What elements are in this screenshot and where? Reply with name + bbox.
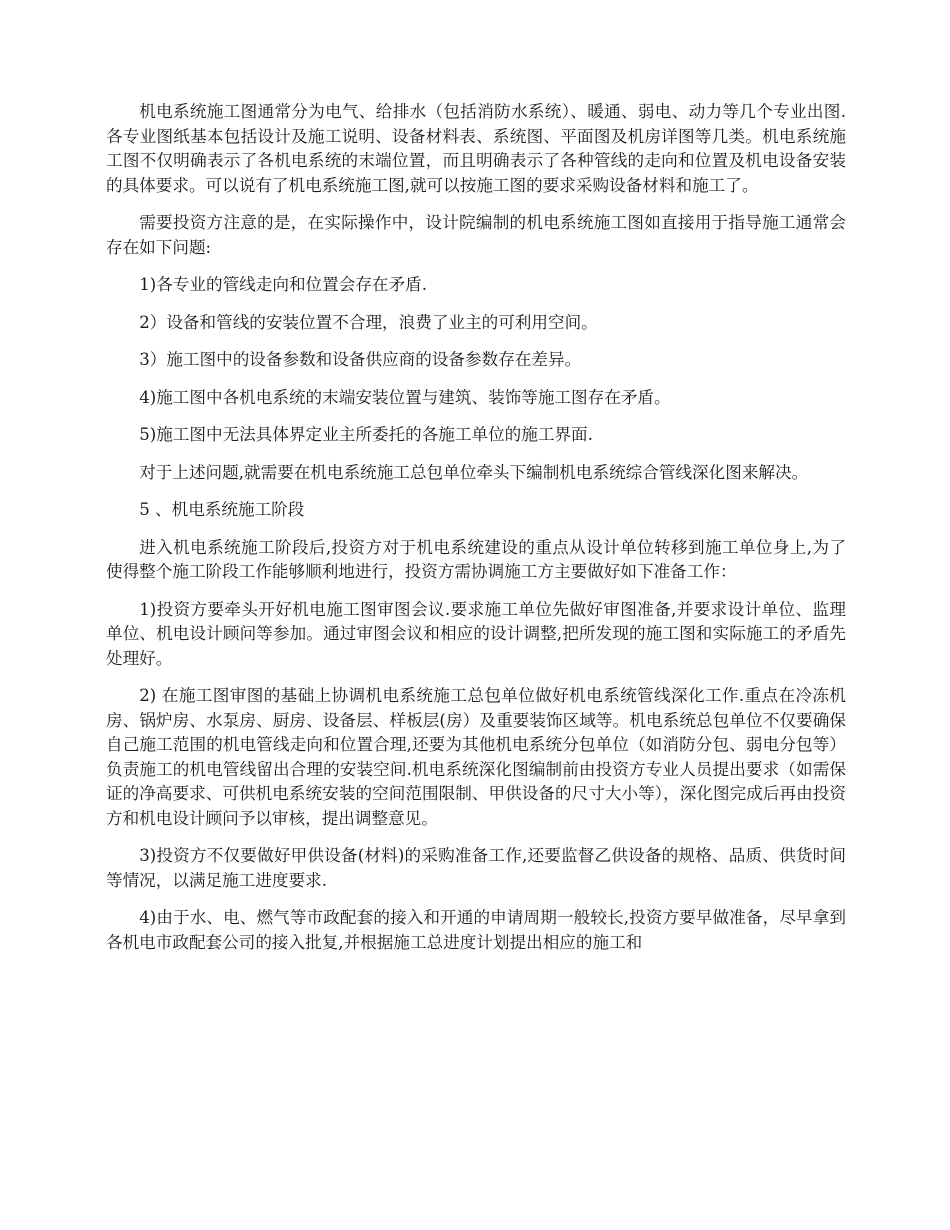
list-item-issue-1: 1)各专业的管线走向和位置会存在矛盾. (139, 275, 427, 294)
list-item-task-1: 1)投资方要牵头开好机电施工图审图会议.要求施工单位先做好审图准备,并要求设计单位、监理单位、机电设计顾问等参加。通过审图会议和相应的设计调整,把所发现的施工图和实际施工的矛盾先处理好。 (106, 599, 846, 668)
section-heading: 5 、机电系统施工阶段 (139, 500, 305, 519)
paragraph-solution: 对于上述问题,就需要在机电系统施工总包单位牵头下编制机电系统综合管线深化图来解决。 (139, 462, 809, 482)
list-item-issue-3: 3）施工图中的设备参数和设备供应商的设备参数存在差异。 (139, 350, 582, 369)
list-item-task-2: 2) 在施工图审图的基础上协调机电系统施工总包单位做好机电系统管线深化工作.重点在冷冻机房、锅炉房、水泵房、厨房、设备层、样板层(房）及重要装饰区域等。机电系统总包单位不仅要确保自己施工范围的机电管线走向和位置合理,还要为其他机电系统分包单位（如消防分包、弱电分包等）负责施工的机电管线留出合理的安装空间.机电系统深化图编制前由投资方专业人员提出要求（如需保证的净高要求、可供机电系统安装的空间范围限制、甲供设备的尺寸大小等），深化图完成后再由投资方和机电设计顾问予以审核，提出调整意见。 (106, 686, 846, 828)
list-item-task-4: 4)由于水、电、燃气等市政配套的接入和开通的申请周期一般较长,投资方要早做准备，尽早拿到各机电市政配套公司的接入批复,并根据施工总进度计划提出相应的施工和 (106, 908, 846, 952)
list-item-issue-5: 5)施工图中无法具体界定业主所委托的各施工单位的施工界面. (139, 425, 593, 444)
list-item-task-3: 3)投资方不仅要做好甲供设备(材料)的采购准备工作,还要监督乙供设备的规格、品质、供货时间等情况，以满足施工进度要求. (106, 846, 846, 890)
paragraph-issues-lead: 需要投资方注意的是，在实际操作中，设计院编制的机电系统施工图如直接用于指导施工通常会存在如下问题: (106, 213, 846, 257)
list-item-issue-4: 4)施工图中各机电系统的末端安装位置与建筑、装饰等施工图存在矛盾。 (139, 387, 671, 407)
paragraph-intro: 机电系统施工图通常分为电气、给排水（包括消防水系统）、暖通、弱电、动力等几个专业出图.各专业图纸基本包括设计及施工说明、设备材料表、系统图、平面图及机房详图等几类。机电系统施工图不仅明确表示了各机电系统的末端位置，而且明确表示了各种管线的走向和位置及机电设备安装的具体要求。可以说有了机电系统施工图,就可以按施工图的要求采购设备材料和施工了。 (106, 102, 846, 195)
list-item-issue-2: 2）设备和管线的安装位置不合理，浪费了业主的可利用空间。 (139, 312, 598, 332)
paragraph-construction-stage: 进入机电系统施工阶段后,投资方对于机电系统建设的重点从设计单位转移到施工单位身上,为了使得整个施工阶段工作能够顺利地进行，投资方需协调施工方主要做好如下准备工作： (106, 537, 846, 581)
document-body (106, 100, 846, 968)
